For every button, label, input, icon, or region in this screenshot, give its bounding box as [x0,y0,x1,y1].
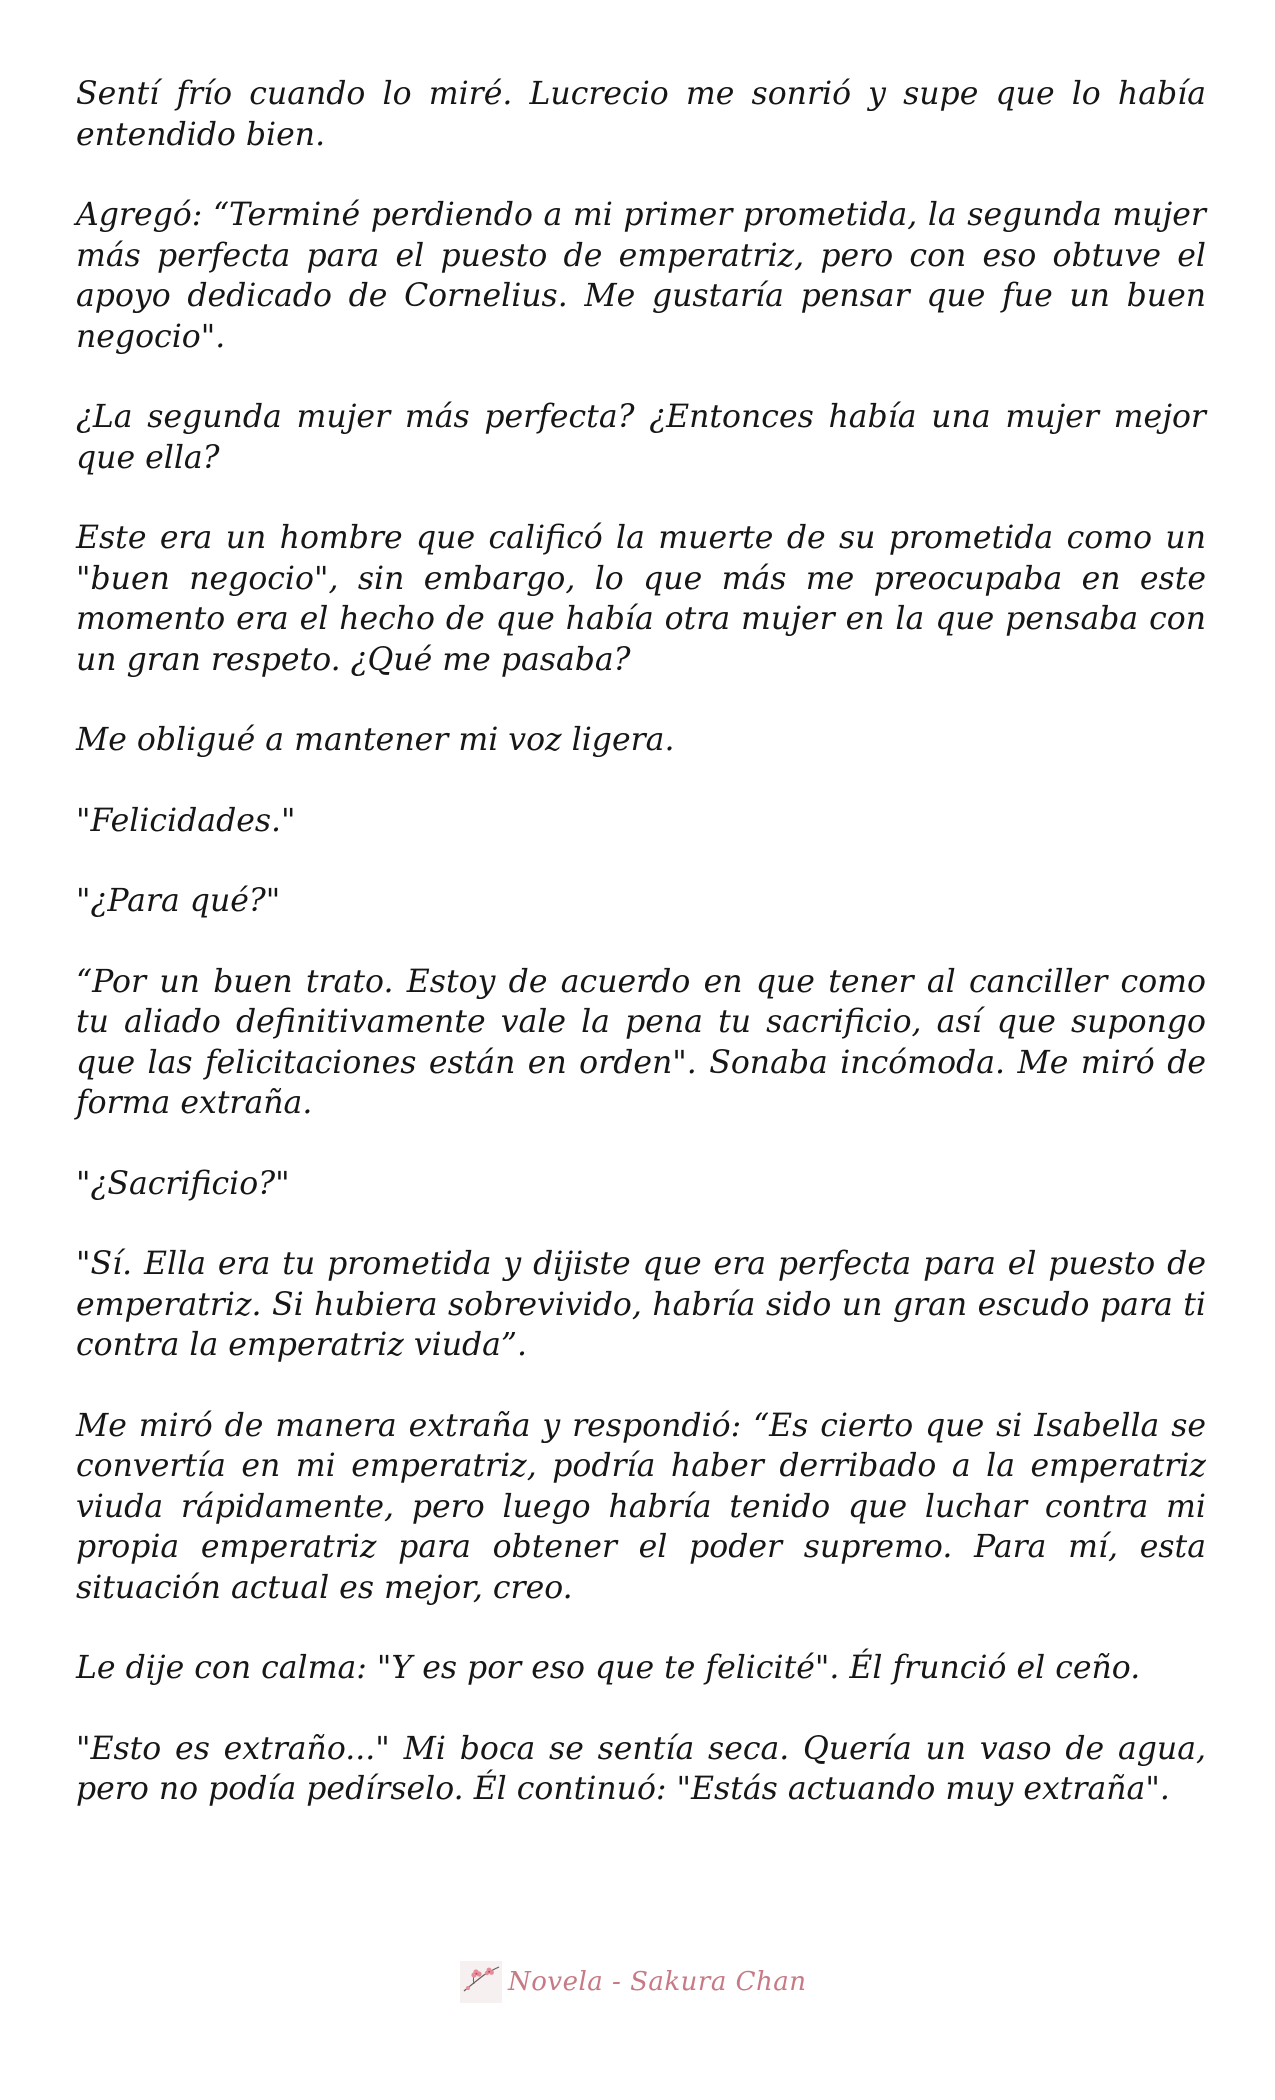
sakura-blossom-icon [460,1961,502,2003]
paragraph: "¿Sacrificio?" [76,1165,290,1202]
paragraph: "Esto es extraño..." Mi boca se sentía seca. Quería un vaso de agua, pero no podía pedírselo. Él continuó: "Estás actuando muy extraña". [76,1730,1206,1807]
paragraph: "¿Para qué?" [76,883,281,919]
paragraph: ¿La segunda mujer más perfecta? ¿Entonces había una mujer mejor que ella? [76,399,1206,476]
paragraph: "Felicidades." [76,802,296,839]
paragraph: Este era un hombre que calificó la muerte de su prometida como un "buen negocio", sin embargo, lo que más me preocupaba en este momento era el hecho de que había otra mujer en la que pensaba con un gran respeto. ¿Qué me pasaba? [76,520,1206,678]
footer-text: Novela - Sakura Chan [508,1967,807,1997]
paragraph: Le dije con calma: "Y es por eso que te felicité". Él frunció el ceño. [76,1650,1141,1686]
footer-watermark [460,1960,807,2004]
paragraph: Me obligué a mantener mi voz ligera. [76,722,675,758]
document-body [76,74,1206,1850]
paragraph: “Por un buen trato. Estoy de acuerdo en que tener al canciller como tu aliado definitivamente vale la pena tu sacrificio, así que supongo que las felicitaciones están en orden". Sonaba incómoda. Me miró de forma extraña. [76,963,1206,1121]
paragraph: Sentí frío cuando lo miré. Lucrecio me sonrió y supe que lo había entendido bien. [76,76,1206,153]
paragraph: Me miró de manera extraña y respondió: “Es cierto que si Isabella se convertía en mi emperatriz, podría haber derribado a la emperatriz viuda rápidamente, pero luego habría tenido que luchar contra mi propia emperatriz para obtener el poder supremo. Para mí, esta situación actual es mejor, creo. [76,1407,1206,1606]
paragraph: Agregó: “Terminé perdiendo a mi primer prometida, la segunda mujer más perfecta para el puesto de emperatriz, pero con eso obtuve el apoyo dedicado de Cornelius. Me gustaría pensar que fue un buen negocio". [76,197,1206,355]
paragraph: "Sí. Ella era tu prometida y dijiste que era perfecta para el puesto de emperatriz. Si hubiera sobrevivido, habría sido un gran escudo para ti contra la emperatriz viuda”. [76,1246,1206,1363]
